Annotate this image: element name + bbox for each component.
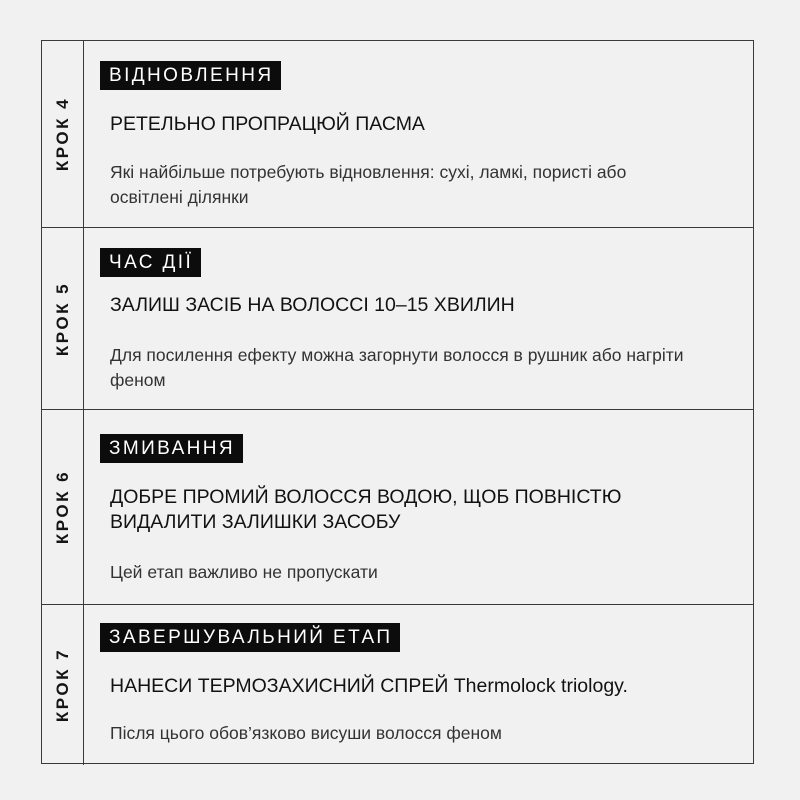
step-label-cell <box>42 605 84 765</box>
step-note: Цей етап важливо не пропускати <box>110 562 378 582</box>
step-tag: ЗАВЕРШУВАЛЬНИЙ ЕТАП <box>100 623 400 652</box>
step-number-label: КРОК 6 <box>52 469 72 545</box>
step-tag: ВІДНОВЛЕННЯ <box>100 61 281 90</box>
step-heading: РЕТЕЛЬНО ПРОПРАЦЮЙ ПАСМА <box>110 113 425 135</box>
step-heading: ЗАЛИШ ЗАСІБ НА ВОЛОССІ 10–15 ХВИЛИН <box>110 294 515 316</box>
step-row <box>42 604 753 765</box>
step-number-label: КРОК 5 <box>52 281 72 356</box>
step-row <box>42 41 753 227</box>
step-tag: ЗМИВАННЯ <box>100 434 243 463</box>
step-heading: НАНЕСИ ТЕРМОЗАХИСНИЙ СПРЕЙ Thermolock triology. <box>110 675 628 697</box>
step-tag: ЧАС ДІЇ <box>100 248 201 277</box>
step-note: Які найбільше потребують відновлення: сухі, ламкі, пористі або освітлені ділянки <box>110 162 627 207</box>
step-content <box>100 605 743 765</box>
step-content <box>100 228 743 409</box>
step-label-cell <box>42 228 84 409</box>
step-row <box>42 227 753 409</box>
step-row <box>42 409 753 604</box>
step-label-cell <box>42 41 84 227</box>
step-number-label: КРОК 7 <box>52 647 72 723</box>
steps-table <box>41 40 754 764</box>
step-content <box>100 410 743 604</box>
step-label-cell <box>42 410 84 604</box>
step-note: Для посилення ефекту можна загорнути волосся в рушник або нагріти феном <box>110 345 684 390</box>
step-note: Після цього обов’язково висуши волосся феном <box>110 723 502 743</box>
step-heading: ДОБРЕ ПРОМИЙ ВОЛОССЯ ВОДОЮ, ЩОБ ПОВНІСТЮ ВИДАЛИТИ ЗАЛИШКИ ЗАСОБУ <box>110 486 622 533</box>
step-content <box>100 41 743 227</box>
step-number-label: КРОК 4 <box>52 96 72 172</box>
